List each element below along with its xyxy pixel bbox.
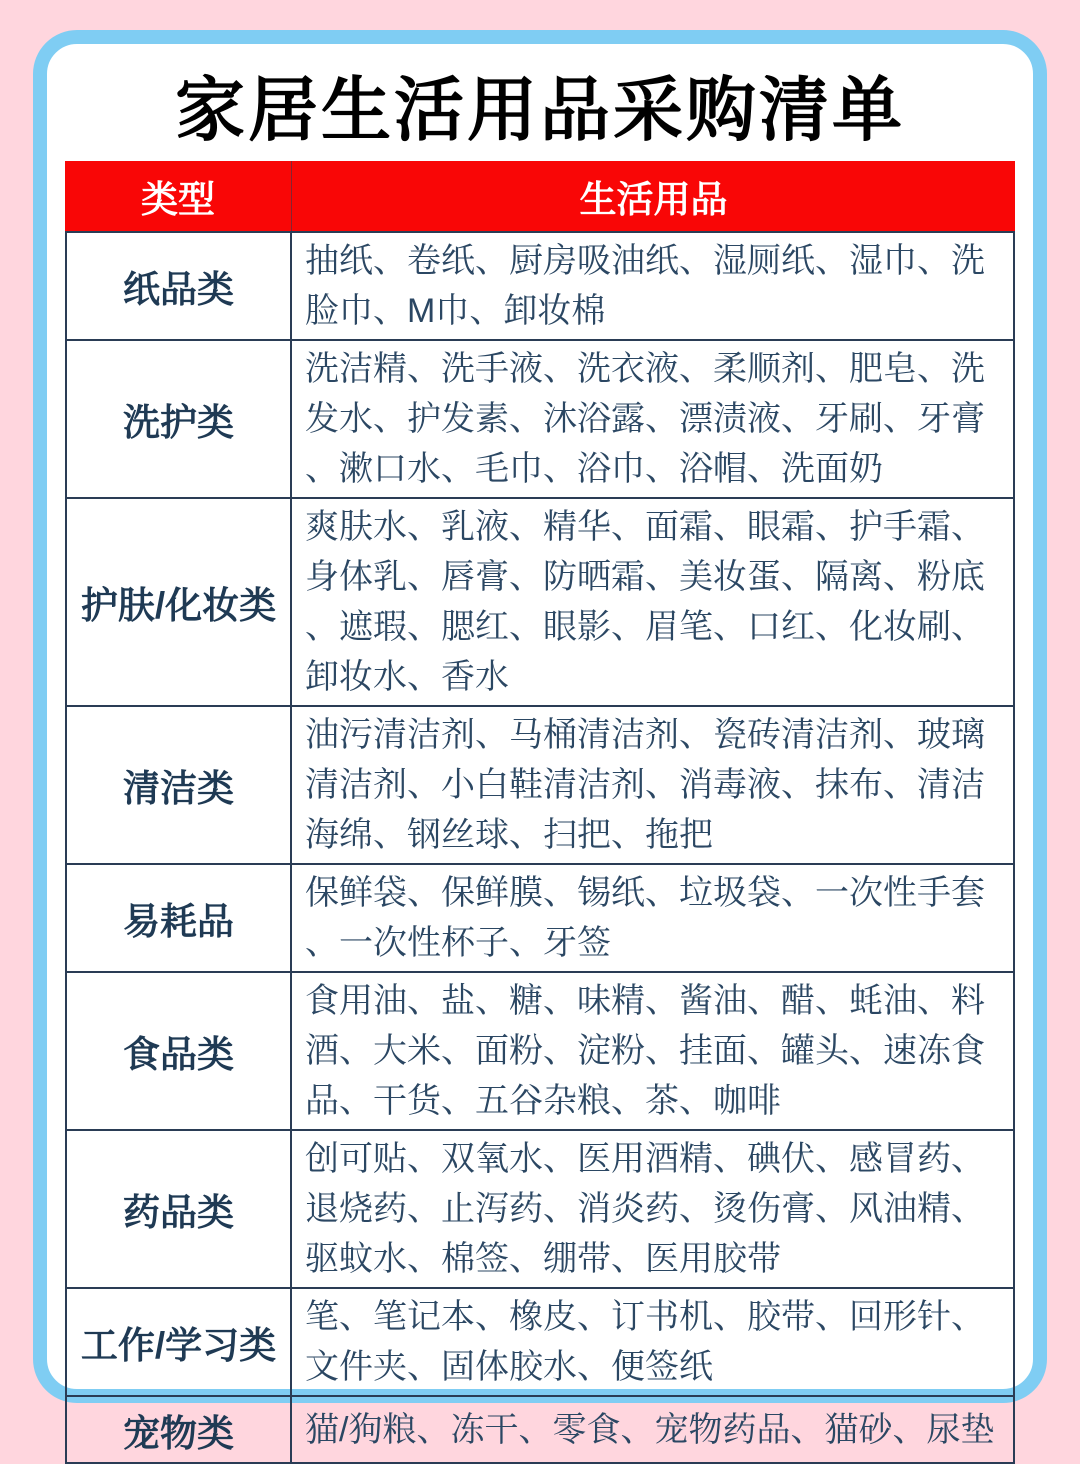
items-cell: 洗洁精、洗手液、洗衣液、柔顺剂、肥皂、洗发水、护发素、沐浴露、漂渍液、牙刷、牙膏、漱口水、毛巾、浴巾、浴帽、洗面奶 xyxy=(305,350,985,488)
category-cell: 宠物类 xyxy=(67,1397,292,1462)
category-cell: 工作/学习类 xyxy=(67,1289,292,1395)
items-cell: 笔、笔记本、橡皮、订书机、胶带、回形针、文件夹、固体胶水、便签纸 xyxy=(305,1298,985,1386)
category-cell: 食品类 xyxy=(67,973,292,1129)
items-cell: 创可贴、双氧水、医用酒精、碘伏、感冒药、退烧药、止泻药、消炎药、烫伤膏、风油精、驱蚊水、棉签、绷带、医用胶带 xyxy=(305,1140,985,1278)
items-cell: 保鲜袋、保鲜膜、锡纸、垃圾袋、一次性手套、一次性杯子、牙签 xyxy=(305,874,985,962)
table-row xyxy=(67,339,1013,497)
page-title: 家居生活用品采购清单 xyxy=(175,71,905,149)
table-row xyxy=(67,863,1013,971)
items-cell: 食用油、盐、糖、味精、酱油、醋、蚝油、料酒、大米、面粉、淀粉、挂面、罐头、速冻食品、干货、五谷杂粮、茶、咖啡 xyxy=(305,982,985,1120)
items-cell: 猫/狗粮、冻干、零食、宠物药品、猫砂、尿垫 xyxy=(305,1410,995,1449)
table-row xyxy=(67,231,1013,339)
category-cell: 清洁类 xyxy=(67,707,292,863)
items-cell: 抽纸、卷纸、厨房吸油纸、湿厕纸、湿巾、洗脸巾、M巾、卸妆棉 xyxy=(305,242,985,330)
table-row xyxy=(67,1129,1013,1287)
category-cell: 纸品类 xyxy=(67,233,292,339)
items-cell: 油污清洁剂、马桶清洁剂、瓷砖清洁剂、玻璃清洁剂、小白鞋清洁剂、消毒液、抹布、清洁海绵、钢丝球、扫把、拖把 xyxy=(305,716,985,854)
category-cell: 洗护类 xyxy=(67,341,292,497)
header-cell-type: 类型 xyxy=(65,161,292,231)
header-cell-items: 生活用品 xyxy=(579,179,728,220)
category-cell: 护肤/化妆类 xyxy=(67,499,292,705)
category-cell: 易耗品 xyxy=(67,865,292,971)
table-row xyxy=(67,705,1013,863)
rounded-card xyxy=(33,30,1047,1454)
table-row xyxy=(67,1395,1013,1462)
table-row xyxy=(67,971,1013,1129)
table-header-row xyxy=(65,161,1015,231)
table-row xyxy=(67,1287,1013,1395)
category-cell: 药品类 xyxy=(67,1131,292,1287)
shopping-list-table xyxy=(65,161,1015,1464)
table-row xyxy=(67,497,1013,705)
items-cell: 爽肤水、乳液、精华、面霜、眼霜、护手霜、身体乳、唇膏、防晒霜、美妆蛋、隔离、粉底、遮瑕、腮红、眼影、眉笔、口红、化妆刷、卸妆水、香水 xyxy=(305,508,985,696)
